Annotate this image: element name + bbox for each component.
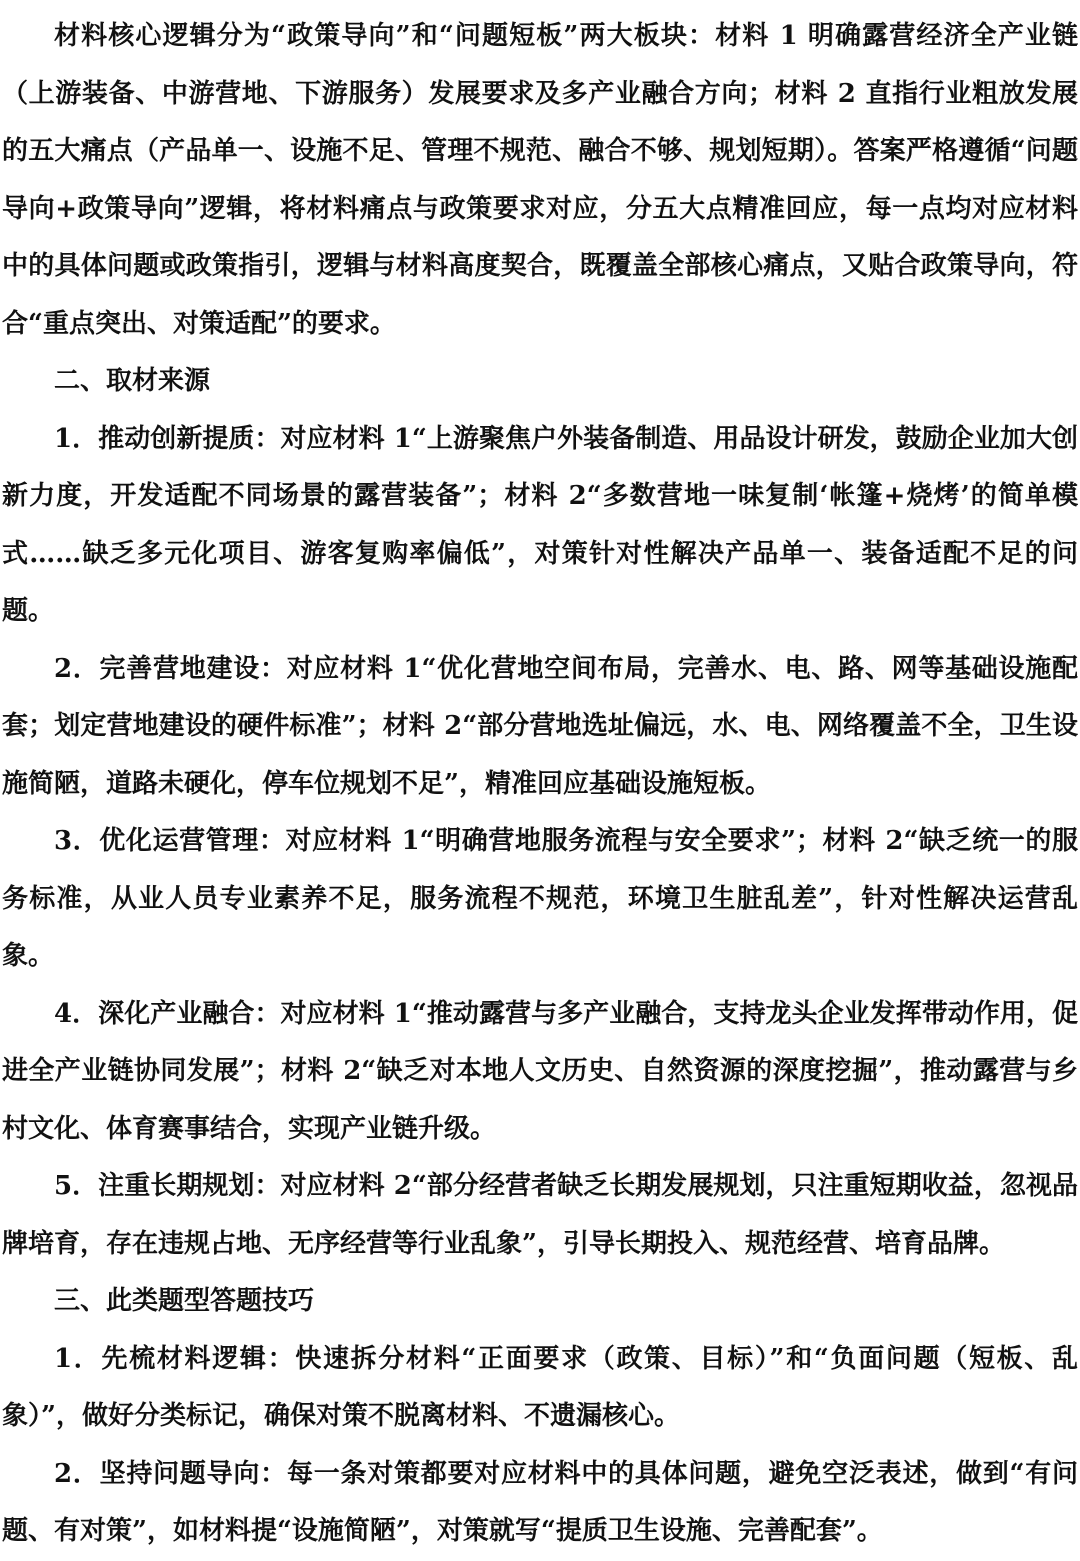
source-item-4	[2, 986, 1078, 1159]
source-item-1	[2, 411, 1078, 641]
source-item-2-lead: 2．完善营地建设：	[54, 653, 287, 684]
tip-item-1-lead: 1．先梳材料逻辑：	[54, 1343, 296, 1374]
tip-item-1-text: 快速拆分材料“正面要求（政策、目标）”和“负面问题（短板、乱象）”，做好分类标记，确保对策不脱离材料、不遗漏核心。	[2, 1343, 1078, 1431]
source-item-1-text: 对应材料 1“上游聚焦户外装备制造、用品设计研发，鼓励企业加大创新力度，开发适配不同场景的露营装备”；材料 2“多数营地一味复制‘帐篷+烧烤’的简单模式……缺乏多元化项目、游客复购率偏低”，对策针对性解决产品单一、装备适配不足的问题。	[2, 423, 1078, 626]
intro-paragraph: 材料核心逻辑分为“政策导向”和“问题短板”两大板块：材料 1 明确露营经济全产业链（上游装备、中游营地、下游服务）发展要求及多产业融合方向；材料 2 直指行业粗放发展的五大痛点（产品单一、设施不足、管理不规范、融合不够、规划短期）。答案严格遵循“问题导向+政策导向”逻辑，将材料痛点与政策要求对应，分五大点精准回应，每一点均对应材料中的具体问题或政策指引，逻辑与材料高度契合，既覆盖全部核心痛点，又贴合政策导向，符合“重点突出、对策适配”的要求。	[2, 21, 1078, 339]
source-item-1-lead: 1．推动创新提质：	[54, 423, 281, 454]
tip-item-1	[2, 1331, 1078, 1446]
source-item-3-text: 对应材料 1“明确营地服务流程与安全要求”；材料 2“缺乏统一的服务标准，从业人员专业素养不足，服务流程不规范，环境卫生脏乱差”，针对性解决运营乱象。	[2, 826, 1078, 971]
source-item-2-text: 对应材料 1“优化营地空间布局，完善水、电、路、网等基础设施配套；划定营地建设的硬件标准”；材料 2“部分营地选址偏远，水、电、网络覆盖不全，卫生设施简陋，道路未硬化，停车位规划不足”，精准回应基础设施短板。	[2, 653, 1078, 799]
source-item-3	[2, 813, 1078, 986]
source-item-4-lead: 4．深化产业融合：	[54, 998, 281, 1029]
source-item-2	[2, 641, 1078, 814]
tip-item-2-text: 每一条对策都要对应材料中的具体问题，避免空泛表述，做到“有问题、有对策”，如材料提“设施简陋”，对策就写“提质卫生设施、完善配套”。	[2, 1458, 1078, 1546]
tip-item-2	[2, 1446, 1078, 1561]
source-item-5-lead: 5．注重长期规划：	[54, 1171, 281, 1201]
source-item-4-text: 对应材料 1“推动露营与多产业融合，支持龙头企业发挥带动作用，促进全产业链协同发展”；材料 2“缺乏对本地人文历史、自然资源的深度挖掘”，推动露营与乡村文化、体育赛事结合，实现产业链升级。	[2, 998, 1078, 1144]
source-item-3-lead: 3．优化运营管理：	[54, 826, 286, 856]
source-item-5	[2, 1158, 1078, 1273]
tip-item-2-lead: 2．坚持问题导向：	[54, 1458, 287, 1489]
source-item-5-text: 对应材料 2“部分经营者缺乏长期发展规划，只注重短期收益，忽视品牌培育，存在违规占地、无序经营等行业乱象”，引导长期投入、规范经营、培育品牌。	[2, 1171, 1078, 1259]
section-heading-tips: 三、此类题型答题技巧	[54, 1286, 315, 1316]
section-heading-sources: 二、取材来源	[54, 366, 211, 396]
